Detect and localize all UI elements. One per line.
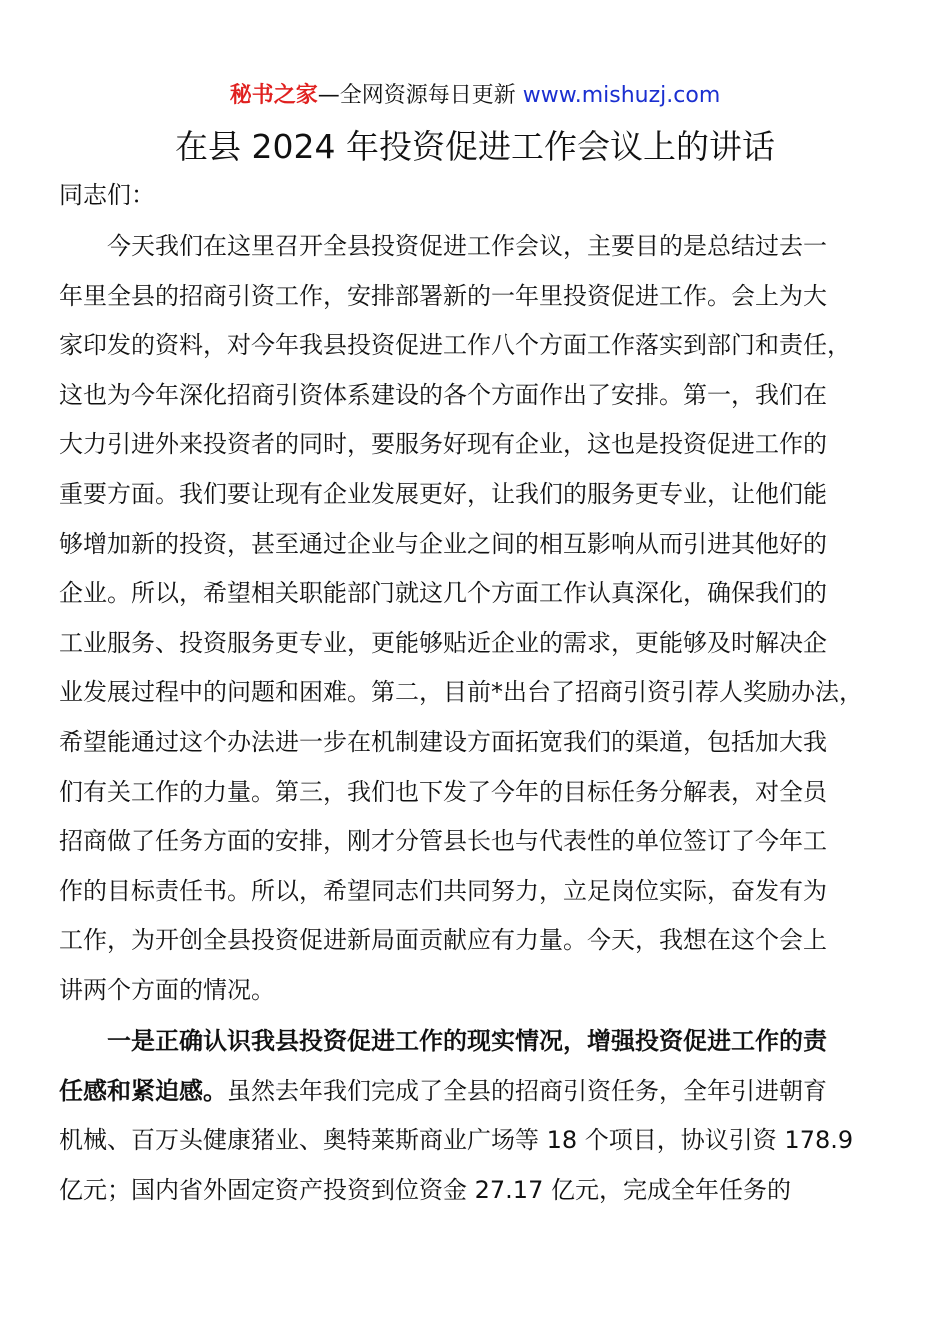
- text-line: 讲两个方面的情况。: [59, 975, 275, 1004]
- paragraph-intro: [59, 222, 899, 1016]
- text-line: 今天我们在这里召开全县投资促进工作会议，主要目的是总结过去一: [107, 232, 827, 260]
- text-segment: 虽然去年我们完成了全县的招商引资任务，全年引进朝育: [227, 1076, 827, 1105]
- text-line: 工业服务、投资服务更专业，更能够贴近企业的需求，更能够及时解决企: [59, 628, 827, 657]
- text-line: 工作，为开创全县投资促进新局面贡献应有力量。今天，我想在这个会上: [59, 926, 827, 955]
- text-line: [59, 1067, 899, 1117]
- paragraph-point-one: [59, 1017, 899, 1215]
- banner-tagline: —全网资源每日更新: [317, 83, 523, 108]
- text-line: 希望能通过这个办法进一步在机制建设方面拓宽我们的渠道，包括加大我: [59, 727, 827, 756]
- section-heading-line: 一是正确认识我县投资促进工作的现实情况，增强投资促进工作的责: [107, 1027, 827, 1055]
- text-line: 招商做了任务方面的安排，刚才分管县长也与代表性的单位签订了今年工: [59, 827, 827, 856]
- text-line: 年里全县的招商引资工作，安排部署新的一年里投资促进工作。会上为大: [59, 281, 827, 310]
- text-line: 业发展过程中的问题和困难。第二，目前*出台了招商引资引荐人奖励办法，: [59, 678, 863, 707]
- text-line: 这也为今年深化招商引资体系建设的各个方面作出了安排。第一，我们在: [59, 380, 827, 409]
- text-line: 企业。所以，希望相关职能部门就这几个方面工作认真深化，确保我们的: [59, 579, 827, 608]
- site-banner: [0, 80, 950, 112]
- salutation: 同志们：: [59, 181, 155, 209]
- text-line: 家印发的资料，对今年我县投资促进工作八个方面工作落实到部门和责任，: [59, 331, 851, 360]
- text-line: 重要方面。我们要让现有企业发展更好，让我们的服务更专业，让他们能: [59, 479, 827, 508]
- text-line: 大力引进外来投资者的同时，要服务好现有企业，这也是投资促进工作的: [59, 430, 827, 459]
- text-line: 作的目标责任书。所以，希望同志们共同努力，立足岗位实际，奋发有为: [59, 876, 827, 905]
- text-line: 够增加新的投资，甚至通过企业与企业之间的相互影响从而引进其他好的: [59, 529, 827, 558]
- brand-name: 秘书之家: [229, 83, 318, 108]
- text-line: 们有关工作的力量。第三，我们也下发了今年的目标任务分解表，对全员: [59, 777, 827, 806]
- section-heading-end: 任感和紧迫感。: [59, 1076, 227, 1105]
- text-line: 机械、百万头健康猪业、奥特莱斯商业广场等 18 个项目，协议引资 178.9: [59, 1126, 854, 1155]
- text-line: 亿元；国内省外固定资产投资到位资金 27.17 亿元，完成全年任务的: [59, 1175, 791, 1204]
- site-url[interactable]: www.mishuzj.com: [522, 83, 721, 108]
- document-title: 在县 2024 年投资促进工作会议上的讲话: [175, 127, 775, 166]
